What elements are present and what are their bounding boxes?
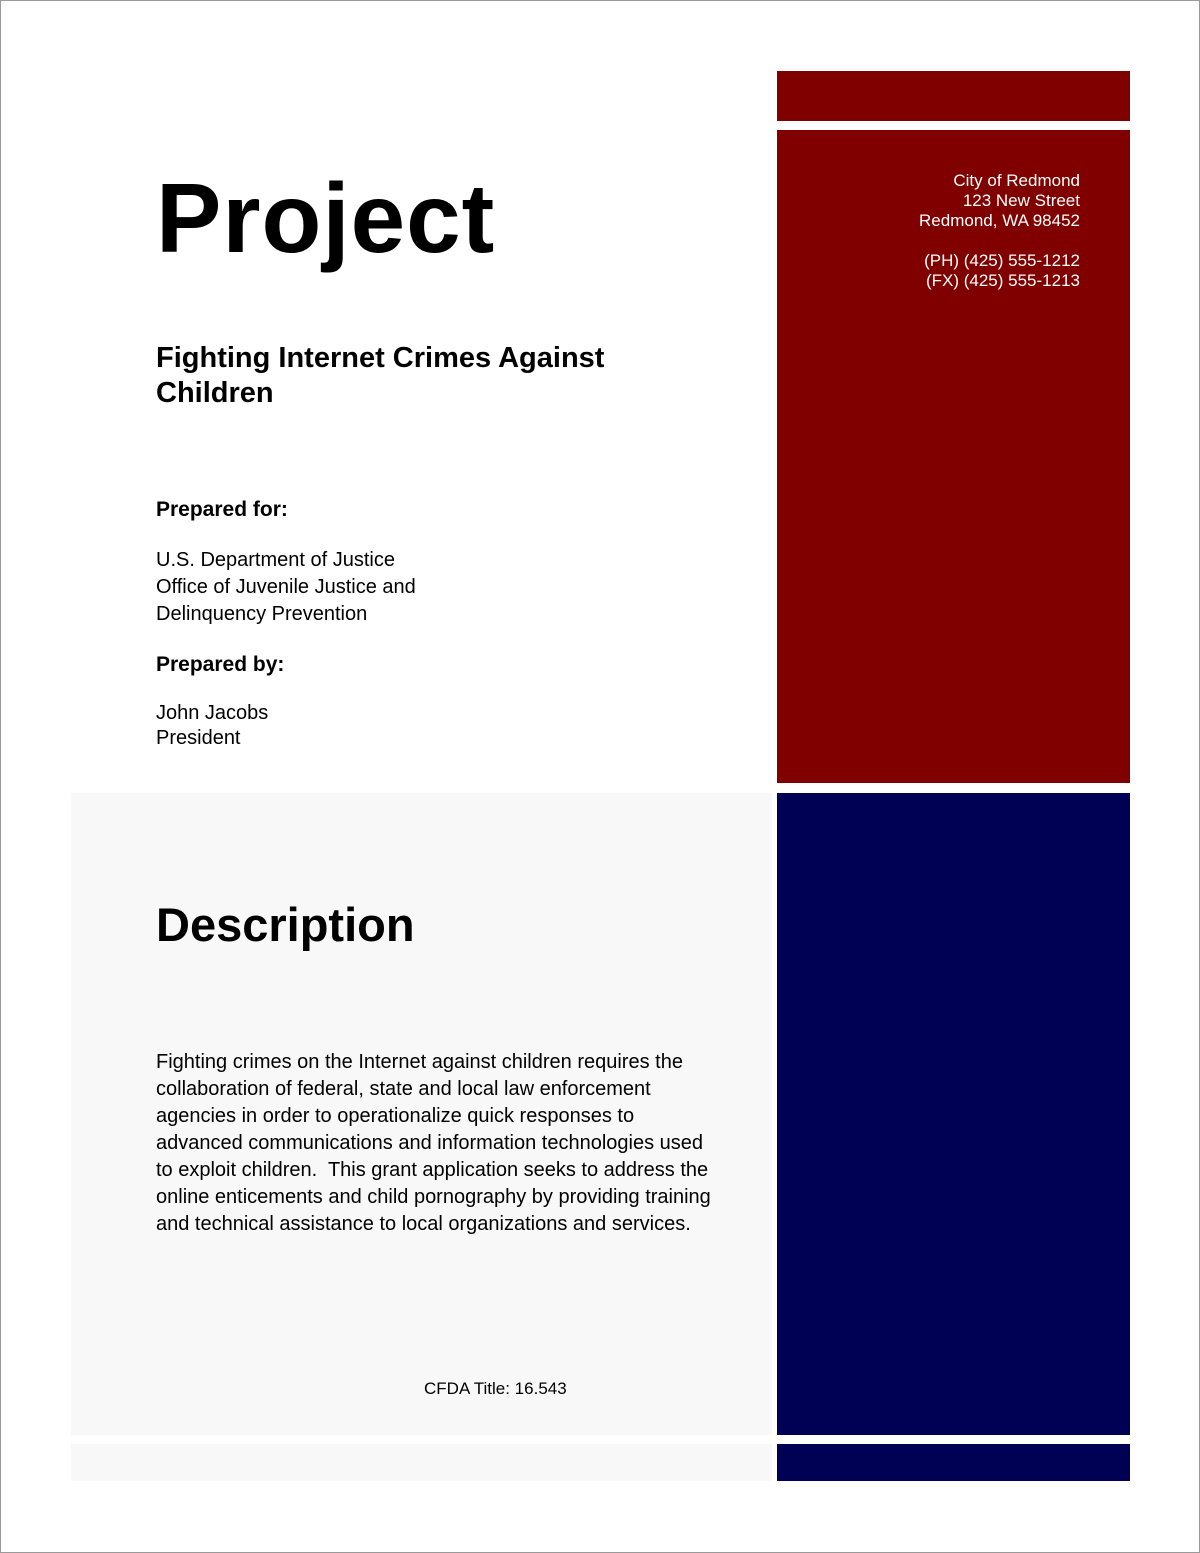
- cfda-title: CFDA Title: 16.543: [424, 1379, 567, 1398]
- prepared-by-text: [156, 701, 268, 751]
- contact-street: 123 New Street: [962, 191, 1080, 210]
- navy-bottom-bar: [777, 1444, 1130, 1481]
- contact-fax: (FX) (425) 555-1213: [925, 271, 1080, 290]
- navy-panel: [777, 793, 1130, 1435]
- prepared-for-line: Delinquency Prevention: [156, 603, 368, 625]
- contact-phone: (PH) (425) 555-1212: [924, 251, 1080, 270]
- contact-city: Redmond, WA 98452: [919, 211, 1080, 230]
- prepared-by-line: John Jacobs: [156, 702, 269, 724]
- description-body: Fighting crimes on the Internet against children requires the collaboration of federal, state and local law enforcement agencies in order to operationalize quick responses to advanced communications and information technologies used to exploit children. This grant application seeks to address the online enticements and child pornography by providing training and technical assistance to local organizations and services.: [156, 1051, 717, 1235]
- prepared-by-line: President: [156, 727, 241, 749]
- prepared-for-text: [156, 547, 416, 628]
- contact-info: [919, 171, 1080, 291]
- description-heading: Description: [156, 898, 415, 951]
- gray-bottom-bar: [71, 1444, 772, 1481]
- prepared-for-line: Office of Juvenile Justice and: [156, 576, 416, 598]
- prepared-by-label: Prepared by:: [156, 653, 285, 676]
- red-top-bar: [777, 71, 1130, 121]
- page-subtitle: Fighting Internet Crimes Against Children: [156, 342, 605, 409]
- page-title: Project: [156, 163, 496, 273]
- prepared-for-label: Prepared for:: [156, 498, 288, 521]
- contact-panel: [777, 130, 1130, 783]
- prepared-for-line: U.S. Department of Justice: [156, 549, 395, 571]
- contact-org: City of Redmond: [953, 171, 1080, 190]
